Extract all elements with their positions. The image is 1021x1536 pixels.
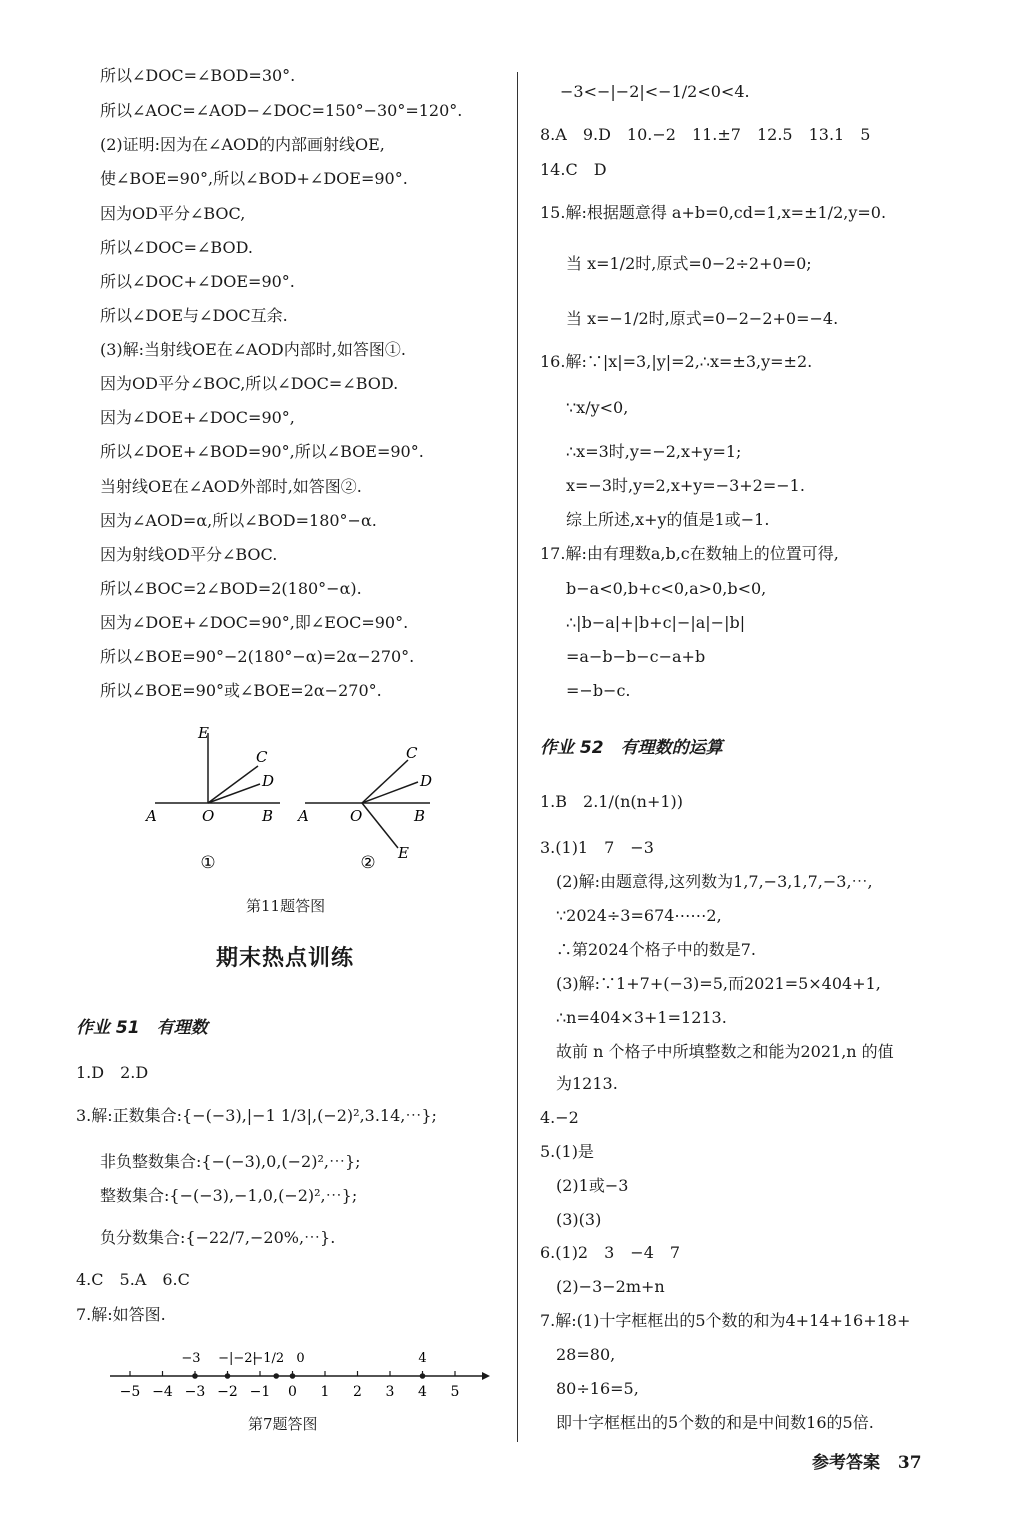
diagram-2: [305, 760, 433, 848]
text-line: (2)解:由题意得,这列数为1,7,−3,1,7,−3,⋯,: [556, 872, 873, 891]
point-label: 0: [296, 1351, 305, 1366]
text-line: 14.C D: [540, 160, 607, 179]
text-line: ∴x=3时,y=−2,x+y=1;: [566, 442, 742, 461]
text-line: 所以∠AOC=∠AOD−∠DOC=150°−30°=120°.: [100, 101, 463, 120]
tick-label: 4: [418, 1384, 427, 1400]
text-line: ∴第2024个格子中的数是7.: [556, 940, 756, 959]
text-line: 8.A 9.D 10.−2 11.±7 12.5 13.1 5: [540, 125, 871, 144]
homework-51-title: 作业 51 有理数: [76, 1018, 208, 1038]
text-line: 4.−2: [540, 1108, 579, 1127]
homework-52-title: 作业 52 有理数的运算: [540, 738, 723, 758]
text-line: (2)1或−3: [556, 1176, 629, 1195]
text-line: 16.解:∵|x|=3,|y|=2,∴x=±3,y=±2.: [540, 352, 813, 371]
number-point: [420, 1373, 426, 1379]
number-line-arrow: [482, 1372, 490, 1380]
ray-oc-2: [362, 760, 408, 803]
text-line: ∵2024÷3=674⋯⋯2,: [556, 906, 722, 925]
text-line: 28=80,: [556, 1345, 616, 1364]
label-a: A: [146, 807, 157, 825]
text-line: (3)解:当射线OE在∠AOD内部时,如答图①.: [100, 340, 406, 359]
text-line: 所以∠BOE=90°−2(180°−α)=2α−270°.: [100, 647, 415, 666]
ray-od: [208, 784, 260, 803]
text-line: 3.解:正数集合:{−(−3),|−1 1/3|,(−2)²,3.14,⋯};: [76, 1106, 437, 1125]
text-line: =a−b−b−c−a+b: [566, 647, 706, 666]
text-line: 因为∠AOD=α,所以∠BOD=180°−α.: [100, 511, 377, 530]
text-line: 1.B 2.1/(n(n+1)): [540, 792, 684, 811]
text-line: 所以∠DOC+∠DOE=90°.: [100, 272, 295, 291]
point-label: −3: [181, 1351, 201, 1366]
label-d-2: D: [420, 772, 433, 790]
tick-label: −5: [119, 1384, 141, 1400]
tick-label: 1: [320, 1384, 330, 1400]
text-line: 整数集合:{−(−3),−1,0,(−2)²,⋯};: [100, 1186, 358, 1205]
text-line: (2)−3−2m+n: [556, 1277, 665, 1296]
page-number: 37: [897, 1453, 922, 1473]
text-line: 1.D 2.D: [76, 1063, 149, 1082]
text-line: x=−3时,y=2,x+y=−3+2=−1.: [566, 476, 805, 495]
label-o: O: [202, 807, 215, 825]
tick-label: 2: [353, 1384, 362, 1400]
text-line: ∵x/y<0,: [566, 398, 629, 417]
tick-label: 5: [450, 1384, 460, 1400]
label-c: C: [256, 748, 268, 766]
text-line: −3<−|−2|<−1/2<0<4.: [560, 82, 750, 101]
label-c-2: C: [406, 744, 418, 762]
text-line: 因为∠DOE+∠DOC=90°,: [100, 408, 295, 427]
text-line: 15.解:根据题意得 a+b=0,cd=1,x=±1/2,y=0.: [540, 203, 887, 222]
text-line: b−a<0,b+c<0,a>0,b<0,: [566, 579, 767, 598]
text-line: 5.(1)是: [540, 1142, 594, 1161]
text-line: 非负整数集合:{−(−3),0,(−2)²,⋯};: [100, 1152, 361, 1171]
tick-label: −1: [249, 1384, 271, 1400]
text-line: 7.解:如答图.: [76, 1305, 166, 1324]
figure-7-caption: 第7题答图: [248, 1415, 318, 1433]
tick-label: −3: [184, 1384, 206, 1400]
diagram-1: [155, 733, 280, 803]
text-line: 所以∠DOE+∠BOD=90°,所以∠BOE=90°.: [100, 442, 424, 461]
text-line: =−b−c.: [566, 681, 631, 700]
text-line: 当 x=1/2时,原式=0−2÷2+0=0;: [566, 254, 812, 273]
text-line: 所以∠DOC=∠BOD.: [100, 238, 253, 257]
label-d: D: [262, 772, 275, 790]
text-line: ∴n=404×3+1=1213.: [556, 1008, 727, 1027]
point-label: −1/2: [252, 1351, 285, 1366]
text-line: 使∠BOE=90°,所以∠BOD+∠DOE=90°.: [100, 169, 408, 188]
ray-od-2: [362, 782, 418, 803]
text-line: 即十字框框出的5个数的和是中间数16的5倍.: [556, 1413, 874, 1432]
label-a-2: A: [298, 807, 309, 825]
label-e: E: [198, 724, 209, 742]
text-line: (3)(3): [556, 1210, 602, 1229]
number-line-figure: [100, 1340, 500, 1410]
text-line: (2)证明:因为在∠AOD的内部画射线OE,: [100, 135, 385, 154]
text-line: 综上所述,x+y的值是1或−1.: [566, 510, 770, 529]
label-o-2: O: [350, 807, 363, 825]
label-b: B: [262, 807, 274, 825]
text-line: 所以∠BOC=2∠BOD=2(180°−α).: [100, 579, 362, 598]
label-b-2: B: [414, 807, 426, 825]
text-line: 17.解:由有理数a,b,c在数轴上的位置可得,: [540, 544, 839, 563]
text-line: 负分数集合:{−22/7,−20%,⋯}.: [100, 1228, 336, 1247]
text-line: (3)解:∵1+7+(−3)=5,而2021=5×404+1,: [556, 974, 881, 993]
text-line: 3.(1)1 7 −3: [540, 838, 654, 857]
number-point: [225, 1373, 231, 1379]
text-line: 因为∠DOE+∠DOC=90°,即∠EOC=90°.: [100, 613, 409, 632]
text-line: 故前 n 个格子中所填整数之和能为2021,n 的值: [556, 1042, 894, 1061]
figure-11: [140, 718, 460, 888]
text-line: 为1213.: [556, 1074, 618, 1093]
tick-label: −2: [217, 1384, 238, 1400]
footer-label: 参考答案: [812, 1453, 880, 1473]
text-line: 所以∠DOE与∠DOC互余.: [100, 306, 288, 325]
ray-oc: [208, 766, 258, 803]
tick-label: 0: [288, 1384, 297, 1400]
text-line: 因为OD平分∠BOC,: [100, 204, 246, 223]
text-line: ∴|b−a|+|b+c|−|a|−|b|: [566, 613, 746, 632]
label-e-2: E: [398, 844, 409, 862]
column-divider: [517, 72, 518, 1442]
tick-label: −4: [152, 1384, 173, 1400]
section-title: 期末热点训练: [216, 945, 355, 971]
ray-oe-2: [362, 803, 398, 848]
tick-label: 3: [385, 1384, 395, 1400]
text-line: 所以∠BOE=90°或∠BOE=2α−270°.: [100, 681, 382, 700]
number-point: [192, 1373, 198, 1379]
figure-number-2: ②: [360, 853, 376, 873]
text-line: 所以∠DOC=∠BOD=30°.: [100, 66, 296, 85]
figure-11-caption: 第11题答图: [246, 897, 326, 915]
text-line: 因为OD平分∠BOC,所以∠DOC=∠BOD.: [100, 374, 399, 393]
text-line: 6.(1)2 3 −4 7: [540, 1243, 681, 1262]
text-line: 因为射线OD平分∠BOC.: [100, 545, 278, 564]
number-point: [290, 1373, 296, 1379]
text-line: 7.解:(1)十字框框出的5个数的和为4+14+16+18+: [540, 1311, 911, 1330]
text-line: 4.C 5.A 6.C: [76, 1270, 190, 1289]
text-line: 当 x=−1/2时,原式=0−2−2+0=−4.: [566, 309, 839, 328]
point-label: 4: [418, 1351, 427, 1366]
text-line: 当射线OE在∠AOD外部时,如答图②.: [100, 477, 362, 496]
text-line: 80÷16=5,: [556, 1379, 639, 1398]
page-footer: [812, 1448, 922, 1473]
figure-number-1: ①: [200, 853, 216, 873]
number-point: [273, 1373, 279, 1379]
point-label: −|−2|: [218, 1351, 257, 1366]
